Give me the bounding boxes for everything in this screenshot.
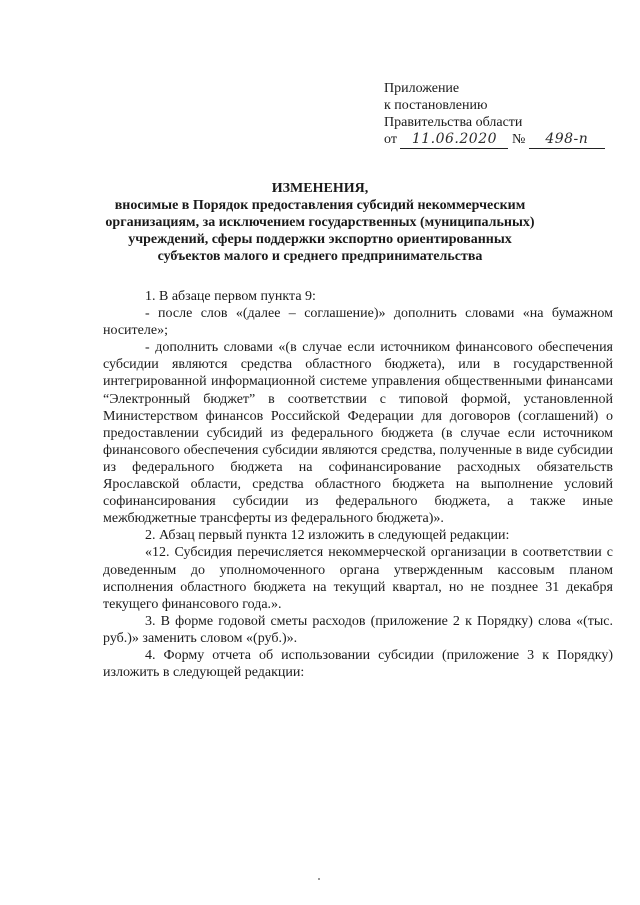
document-body xyxy=(103,288,613,681)
paragraph-1: 1. В абзаце первом пункта 9: xyxy=(145,289,316,304)
appendix-line-2: к постановлению xyxy=(384,98,488,113)
paragraph-4: 2. Абзац первый пункта 12 изложить в следующей редакции: xyxy=(145,528,510,544)
document-title xyxy=(100,180,540,265)
appendix-date-line xyxy=(384,131,605,149)
appendix-line-1: Приложение xyxy=(384,81,460,96)
scan-speck xyxy=(318,878,320,880)
handwritten-number: 498-п xyxy=(529,131,605,149)
paragraph-3: - дополнить словами «(в случае если источником финансового обеспечения субсидии являются средства областного бюджета), или в государственной интегрированной информационной системе управления общественными финансами “Электронный бюджет” в соответствии с типовой формой, установленной Министерством финансов Российской Федерации для договоров (соглашений) о предоставлении субсидий из федерального бюджета (в случае если источником финансового обеспечения субсидии являются средства, полученные в виде субсидии из федерального бюджета на софинансирование расходных обязательств Ярославской области, средства областного бюджета на выполнение условий софинансирования субсидии из федерального бюджета, а также иные межбюджетные трансферты из федерального бюджета)». xyxy=(103,340,613,527)
date-prefix: от xyxy=(384,132,397,147)
paragraph-2: - после слов «(далее – соглашение)» дополнить словами «на бумажном носителе»; xyxy=(103,306,613,339)
number-prefix: № xyxy=(511,132,526,147)
title-heading: ИЗМЕНЕНИЯ, xyxy=(271,181,369,196)
paragraph-7: 4. Форму отчета об использовании субсидии (приложение 3 к Порядку) изложить в следующей редакции: xyxy=(103,647,613,681)
title-subtitle: вносимые в Порядок предоставления субсидий некоммерческим организациям, за исключением государственных (муниципальных) учреждений, сферы поддержки экспортно ориентированных субъектов малого и среднего предпринимательства xyxy=(105,198,535,264)
handwritten-date: 11.06.2020 xyxy=(400,131,508,149)
paragraph-6: 3. В форме годовой сметы расходов (приложение 2 к Порядку) слова «(тыс. руб.)» заменить словом «(руб.)». xyxy=(103,613,613,646)
appendix-block xyxy=(384,80,605,149)
appendix-line-3: Правительства области xyxy=(384,115,523,130)
paragraph-5: «12. Субсидия перечисляется некоммерческой организации в соответствии с доведенным до уполномоченного органа утвержденным кассовым планом исполнения областного бюджета на текущий квартал, но не позднее 31 декабря текущего финансового года.». xyxy=(103,545,613,612)
